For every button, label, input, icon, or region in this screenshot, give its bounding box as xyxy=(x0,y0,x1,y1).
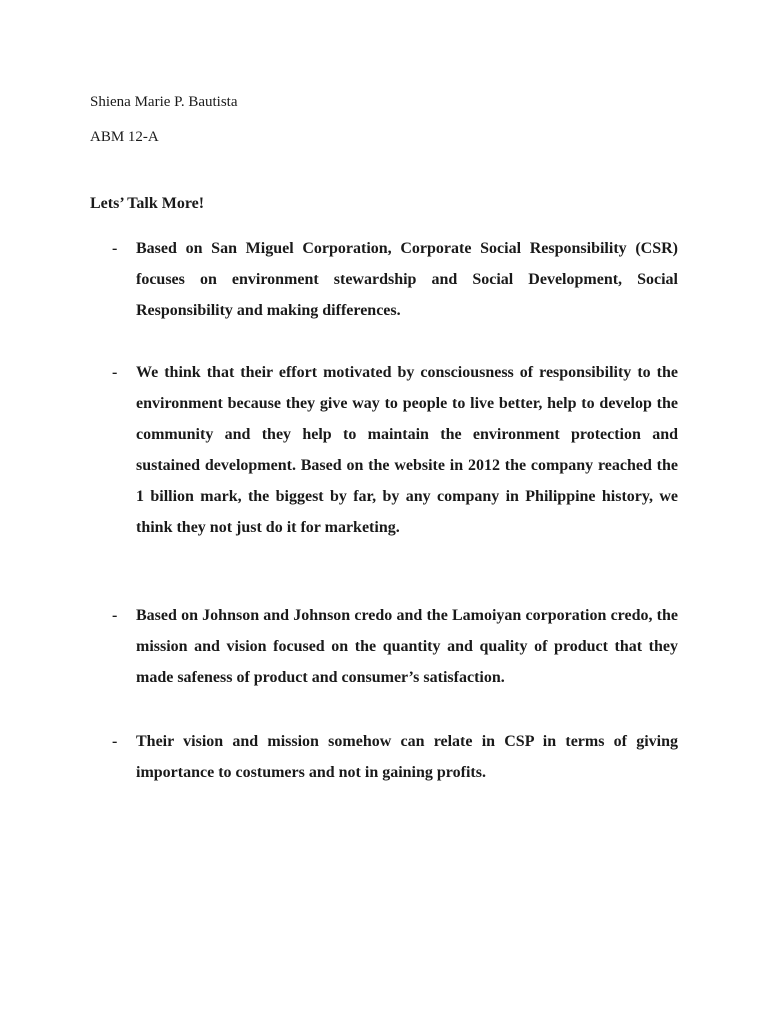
document-heading: Lets’ Talk More! xyxy=(90,195,205,212)
bullet-marker: - xyxy=(112,240,118,257)
bullet-marker: - xyxy=(112,607,118,624)
bullet-marker: - xyxy=(112,733,118,750)
bullet-text: Based on Johnson and Johnson credo and the Lamoiyan corporation credo, the mission and vision focused on the quantity and quality of product that they made safeness of product and consumer’s satisfaction. xyxy=(136,607,678,686)
bullet-text: Based on San Miguel Corporation, Corporate Social Responsibility (CSR) focuses on environment stewardship and Social Development, Social Responsibility and making differences. xyxy=(136,240,678,319)
bullet-text: We think that their effort motivated by consciousness of responsibility to the environment because they give way to people to live better, help to develop the community and they help to maintain the environment protection and sustained development. Based on the website in 2012 the company reached the 1 billion mark, the biggest by far, by any company in Philippine history, we think they not just do it for marketing. xyxy=(136,364,678,536)
bullet-marker: - xyxy=(112,364,118,381)
bullet-text: Their vision and mission somehow can relate in CSP in terms of giving importance to costumers and not in gaining profits. xyxy=(136,733,678,781)
class-section: ABM 12-A xyxy=(90,129,159,145)
author-name: Shiena Marie P. Bautista xyxy=(90,94,238,110)
